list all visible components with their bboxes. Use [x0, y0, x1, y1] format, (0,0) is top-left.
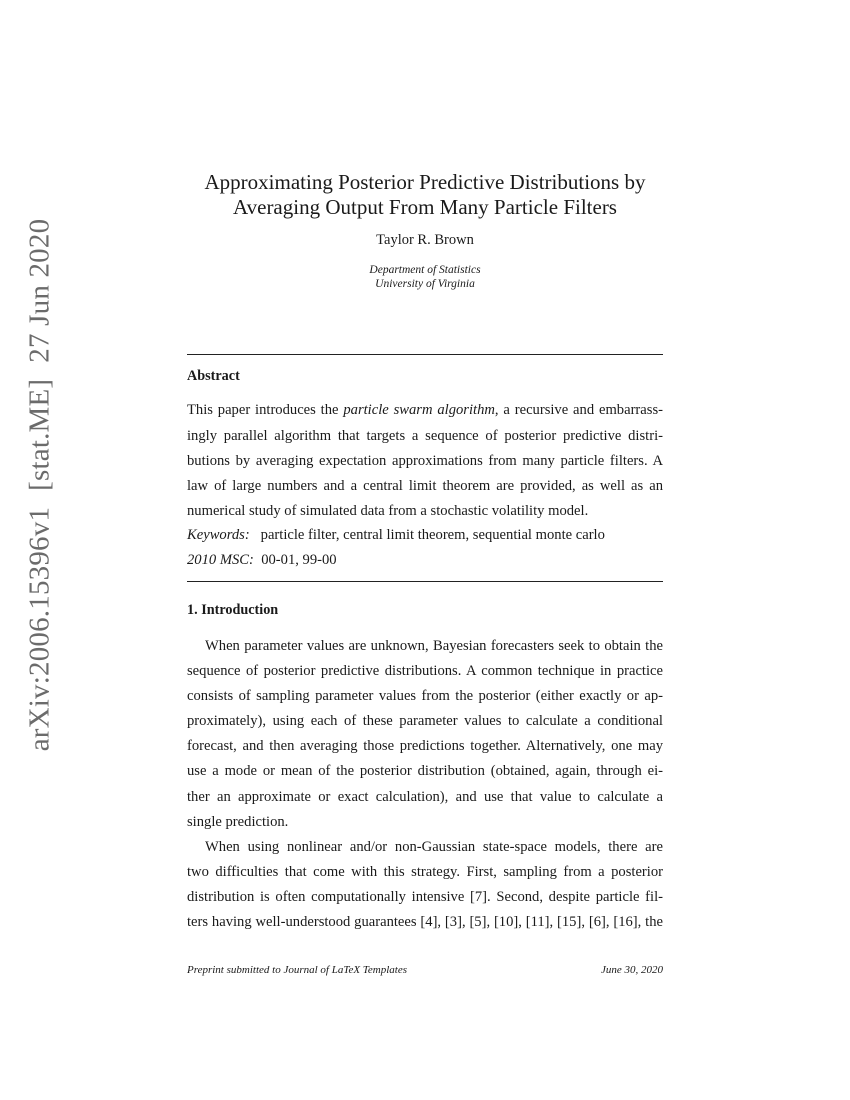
intro-line: forecast, and then averaging those predictions together. Alternatively, one may	[187, 738, 663, 754]
intro-line: ther an approximate or exact calculation), and use that value to calculate a	[187, 789, 663, 805]
intro-line: use a mode or mean of the posterior distribution (obtained, again, through ei-	[187, 763, 663, 779]
affiliation	[0, 263, 850, 291]
abstract-heading: Abstract	[187, 368, 240, 384]
intro-line: two difficulties that come with this strategy. First, sampling from a posterior	[187, 864, 663, 880]
abstract-line: numerical study of simulated data from a stochastic volatility model.	[187, 503, 589, 519]
title-line: Averaging Output From Many Particle Filters	[233, 195, 617, 219]
abstract-line	[187, 401, 663, 419]
algorithm-name: particle swarm algorithm	[343, 402, 495, 418]
footer-date: June 30, 2020	[600, 964, 663, 976]
section-heading: 1. Introduction	[187, 602, 279, 618]
intro-line: When parameter values are unknown, Bayesian forecasters seek to obtain the	[205, 638, 663, 654]
abstract-line: law of large numbers and a central limit theorem are provided, as well as an	[187, 478, 663, 494]
arxiv-category: [stat.ME]	[23, 378, 56, 491]
arxiv-sidebar-stamp	[24, 211, 57, 760]
paper-title	[0, 170, 850, 220]
intro-line: single prediction.	[187, 814, 289, 830]
msc-value: 00-01, 99-00	[261, 552, 337, 568]
top-rule	[187, 354, 663, 355]
bottom-rule	[187, 581, 663, 582]
abstract-line: ingly parallel algorithm that targets a sequence of posterior predictive distri-	[187, 428, 663, 444]
msc	[187, 551, 663, 569]
arxiv-id: arXiv:2006.15396v1	[23, 506, 56, 752]
arxiv-date: 27 Jun 2020	[23, 218, 56, 363]
intro-line: proximately), using each of these parameter values to calculate a conditional	[187, 713, 663, 729]
abstract-line: butions by averaging expectation approximations from many particle filters. A	[187, 453, 663, 469]
university: University of Virginia	[375, 278, 475, 290]
department: Department of Statistics	[369, 264, 481, 276]
intro-line: sequence of posterior predictive distributions. A common technique in practice	[187, 663, 663, 679]
intro-line: When using nonlinear and/or non-Gaussian state-space models, there are	[205, 839, 663, 855]
intro-line: consists of sampling parameter values from the posterior (either exactly or ap-	[187, 688, 663, 704]
title-line: Approximating Posterior Predictive Distributions by	[204, 170, 646, 194]
keywords-label: Keywords:	[187, 527, 250, 543]
text: This paper introduces the	[187, 402, 344, 418]
text: , a recursive and embarrass-	[494, 402, 663, 418]
intro-line: distribution is often computationally intensive [7]. Second, despite particle fil-	[187, 889, 663, 905]
keywords-value: particle filter, central limit theorem, sequential monte carlo	[260, 527, 605, 543]
intro-line: ters having well-understood guarantees [4], [3], [5], [10], [11], [15], [6], [16], the	[187, 914, 663, 930]
author: Taylor R. Brown	[376, 232, 474, 248]
footer-journal: Preprint submitted to Journal of LaTeX Templates	[187, 964, 408, 976]
keywords	[187, 526, 663, 544]
msc-label: 2010 MSC:	[187, 552, 254, 568]
